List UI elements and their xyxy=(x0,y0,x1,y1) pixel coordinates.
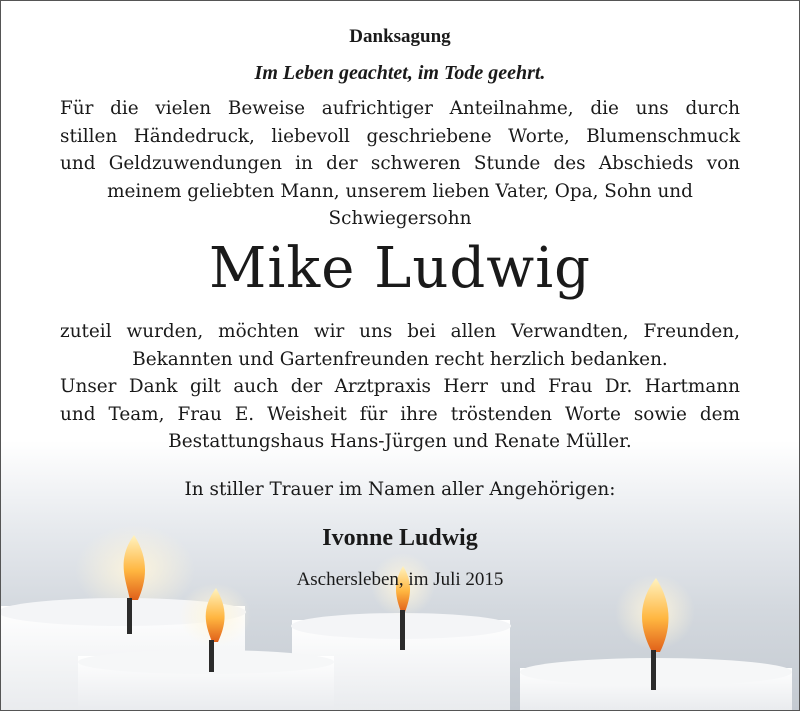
paragraph-line: meinem geliebten Mann, unserem lieben Vater, Opa, Sohn und xyxy=(107,180,693,202)
place-date: Aschersleben, im Juli 2015 xyxy=(296,569,504,590)
paragraph-line: Für die vielen Beweise aufrichtiger Anteilnahme, die uns durch xyxy=(60,98,740,119)
notice-heading: Danksagung xyxy=(349,26,451,47)
paragraph-line: stillen Händedruck, liebevoll geschriebene Worte, Blumenschmuck xyxy=(60,125,740,147)
notice-motto: Im Leben geachtet, im Tode geehrt. xyxy=(254,62,546,84)
paragraph-line: Bestattungshaus Hans-Jürgen und Renate Müller. xyxy=(168,431,632,452)
paragraph-line: Schwiegersohn xyxy=(328,208,472,229)
paragraph-line: und Geldzuwendungen in der schweren Stunde des Abschieds von xyxy=(60,153,740,174)
paragraph-line: Unser Dank gilt auch der Arztpraxis Herr und Frau Dr. Hartmann xyxy=(60,376,740,397)
paragraph-line: zuteil wurden, möchten wir uns bei allen Verwandten, Freunden, xyxy=(60,321,740,342)
signer-name: Ivonne Ludwig xyxy=(322,525,478,551)
gratitude-paragraph-1 xyxy=(60,95,740,233)
gratitude-paragraph-2 xyxy=(60,318,740,456)
paragraph-line: Bekannten und Gartenfreunden recht herzlich bedanken. xyxy=(132,348,668,370)
paragraph-line: und Team, Frau E. Weisheit für ihre tröstenden Worte sowie dem xyxy=(60,403,740,425)
mourning-line: In stiller Trauer im Namen aller Angehörigen: xyxy=(184,479,616,500)
deceased-name: Mike Ludwig xyxy=(209,236,591,301)
